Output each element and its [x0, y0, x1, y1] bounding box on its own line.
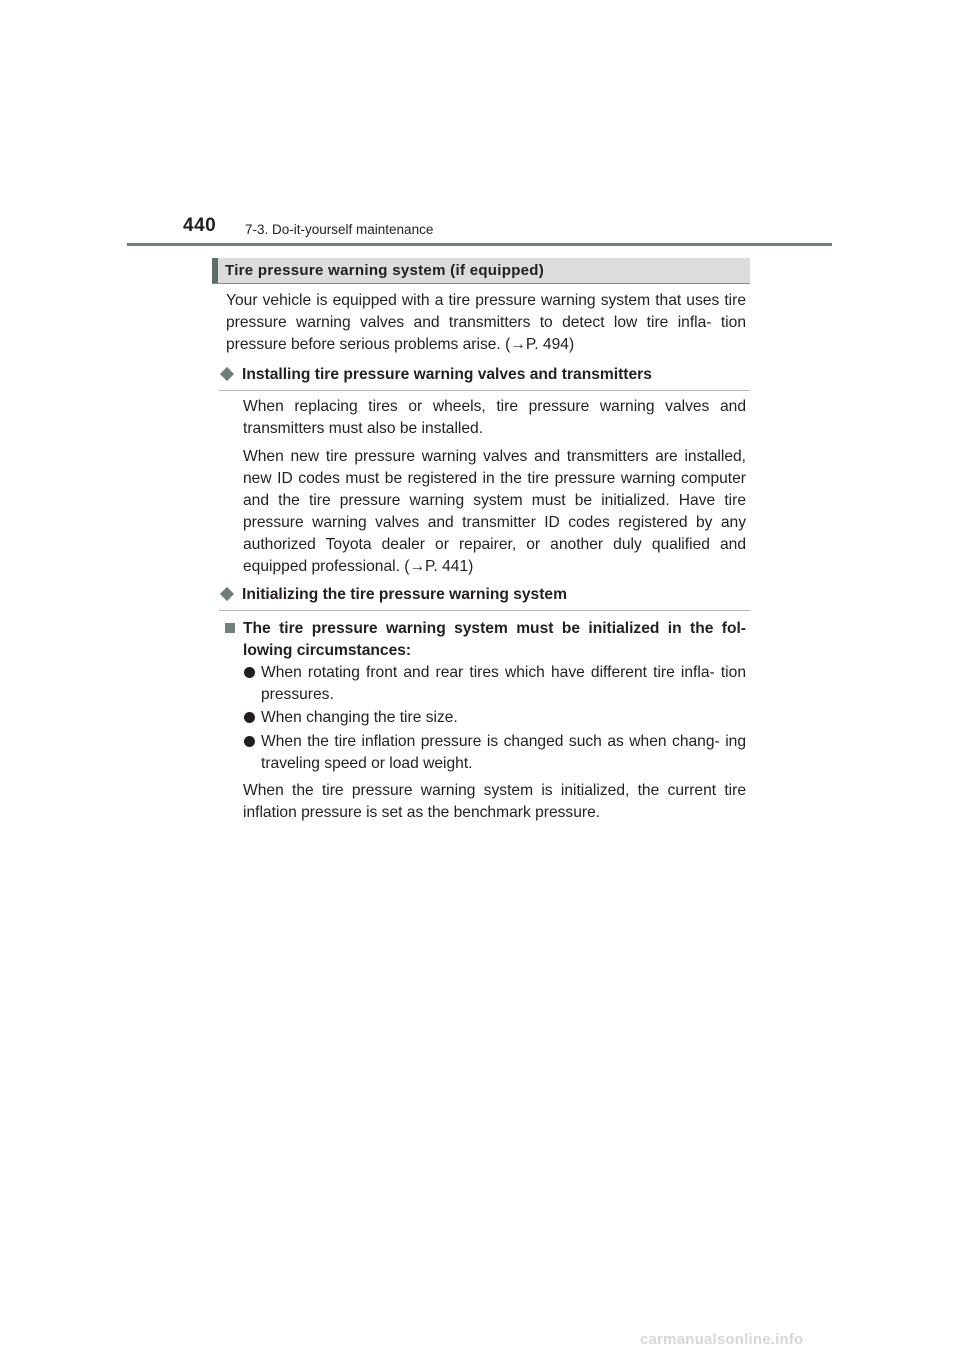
- watermark: carmanualsonline.info: [640, 1331, 804, 1348]
- circumstances-heading: [225, 618, 746, 662]
- list-item: [243, 731, 746, 775]
- bullet-dot-icon: [244, 712, 255, 723]
- installing-paragraph-2: When new tire pressure warning valves and transmitters are installed, new ID codes must be registered in the tire pressure warning computer and the tire pressure warning system must be initialized. Have tire pressure warning valves and transmitter ID codes registered by any authorized Toyota dealer or repairer, or another duly qualified and equipped professional. (→P. 441): [243, 448, 746, 575]
- section-title-bar: [212, 258, 750, 284]
- subheading-initializing: [219, 584, 750, 611]
- list-item: [243, 707, 746, 729]
- list-item: [243, 662, 746, 706]
- installing-paragraph-1: When replacing tires or wheels, tire pressure warning valves and transmitters must also be installed.: [243, 398, 746, 437]
- list-item-text: When rotating front and rear tires which have different tire infla- tion pressures.: [261, 664, 746, 703]
- subheading-installing: [219, 364, 750, 391]
- circumstances-heading-text: The tire pressure warning system must be initialized in the fol- lowing circumstances:: [243, 620, 746, 659]
- intro-paragraph: Your vehicle is equipped with a tire pressure warning system that uses tire pressure warning valves and transmitters to detect low tire infla- tion pressure before serious problems arise. (→P. 494): [226, 292, 746, 353]
- header-rule: [127, 243, 832, 246]
- diamond-bullet-icon: [220, 367, 234, 381]
- subheading-installing-text: Installing tire pressure warning valves and transmitters: [242, 366, 652, 383]
- list-item-text: When changing the tire size.: [261, 709, 458, 726]
- section-title: Tire pressure warning system (if equipped): [225, 262, 545, 279]
- title-accent-bar: [212, 258, 218, 283]
- diamond-bullet-icon: [220, 587, 234, 601]
- square-bullet-icon: [225, 623, 235, 633]
- list-item-text: When the tire inflation pressure is changed such as when chang- ing traveling speed or load weight.: [261, 733, 746, 772]
- bullet-dot-icon: [244, 736, 255, 747]
- bullet-dot-icon: [244, 667, 255, 678]
- initialization-note: When the tire pressure warning system is initialized, the current tire inflation pressure is set as the benchmark pressure.: [243, 782, 746, 821]
- page-number: 440: [183, 215, 217, 236]
- section-label: 7-3. Do-it-yourself maintenance: [245, 222, 434, 237]
- subheading-initializing-text: Initializing the tire pressure warning system: [242, 586, 567, 603]
